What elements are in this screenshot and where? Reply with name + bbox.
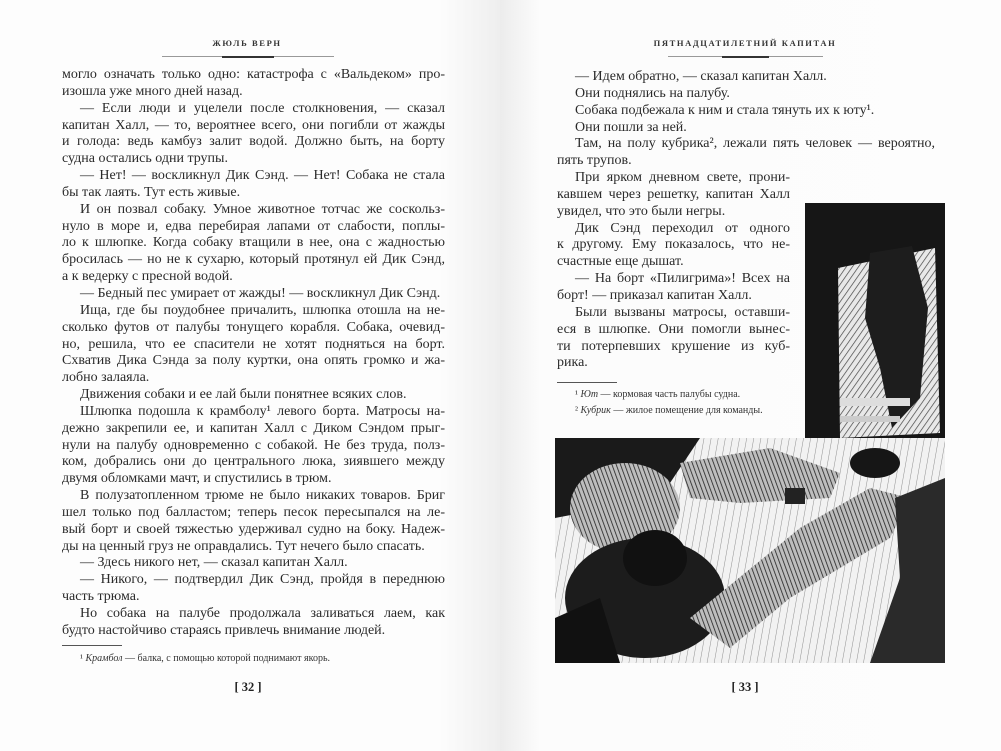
stair-step — [840, 398, 910, 406]
text-line: Движения собаки и ее лай были понятнее всяких слов. — [80, 387, 407, 403]
stair-step — [840, 416, 900, 422]
footnote-term: Кубрик — [580, 405, 611, 416]
text-line: и голода: ведь камбуз залит водой. Должно быть, на борту — [62, 134, 445, 150]
text-line: — Идем обратно, — сказал капитан Халл. — [575, 69, 827, 84]
text-line: — На борт «Пилигрима»! Всех на — [575, 271, 790, 287]
text-line: Шлюпка подошла к крамболу¹ левого борта. Матросы на- — [80, 403, 445, 419]
head-1 — [623, 530, 687, 586]
text-line: Ища, где бы поудобнее причалить, шлюпка отошла на не- — [80, 302, 445, 318]
text-line: нули на палубу одновременно с собакой. Не без труда, полз- — [62, 437, 445, 453]
footnote-term: Ют — [580, 389, 599, 400]
text-line: Дик Сэнд переходил от одного — [575, 220, 790, 236]
footnote-mark: ¹ — [80, 653, 83, 664]
text-line: двумя обломками мачт, и спустились в трюм. — [62, 471, 332, 487]
text-line: Схватив Дика Сэнда за полу куртки, она опять громко и жа- — [62, 353, 445, 369]
illustration-crew-in-cabin — [540, 198, 945, 666]
text-line: лобно залаяла. — [62, 370, 150, 386]
hat — [850, 448, 900, 478]
text-line: еся в шлюпке. Они помогли вынес- — [557, 321, 790, 337]
header-rule — [162, 56, 334, 57]
text-line: пять трупов. — [557, 153, 632, 169]
text-line: счастные еще дышат. — [557, 254, 684, 270]
left-text-column — [62, 67, 445, 640]
text-line: ло к шлюпке. Когда собаку втащили в нее, она с жадностью — [62, 235, 445, 251]
footnote-term: Крамбол — [85, 653, 123, 664]
text-line: Собака подбежала к ним и стала тянуть их к юту¹. — [575, 102, 875, 118]
text-line: увидел, что это были негры. — [557, 203, 726, 219]
text-line: к другому. Ему показалось, что не- — [557, 237, 790, 253]
text-line: Были вызваны матросы, оставши- — [575, 304, 790, 320]
text-line: — Здесь никого нет, — сказал капитан Халл. — [80, 555, 348, 571]
running-head-title: ПЯТНАДЦАТИЛЕТНИЙ КАПИТАН — [653, 38, 837, 48]
footnote-rule — [62, 645, 122, 646]
text-line: Но собака на палубе продолжала заливаться лаем, как — [80, 606, 445, 621]
text-line: будто настойчиво стараясь привлечь внимание людей. — [62, 622, 386, 638]
footnote-mark: ¹ — [575, 389, 578, 400]
text-line: шел только под балластом; теперь песок пересыпался на ле- — [62, 504, 445, 520]
text-line: ды на ценный груз не оправдались. Тут нечего было спасать. — [62, 538, 425, 554]
text-line: но, решила, что ее спасители не хотят подняться на борт. — [62, 336, 445, 352]
text-line: — Если люди и уцелели после столкновения, — сказал — [80, 100, 445, 116]
text-line: ти потерпевших крушение из куб- — [557, 338, 790, 354]
text-line: а к ведерку с пресной водой. — [62, 269, 233, 285]
text-line: борт! — приказал капитан Халл. — [557, 288, 752, 303]
page-number-left: [ 32 ] — [234, 680, 262, 694]
text-line: В полузатопленном трюме не было никаких товаров. Бриг — [80, 488, 445, 504]
text-line: Они поднялись на палубу. — [575, 85, 730, 101]
cup — [785, 488, 805, 504]
text-line: вый борт и своей тяжестью удерживал судно на боку. Надеж- — [62, 521, 445, 537]
text-line: — Никого, — подтвердил Дик Сэнд, пройдя в переднюю — [80, 572, 445, 588]
running-head-author: ЖЮЛЬ ВЕРН — [212, 38, 282, 48]
footnote-1 — [80, 651, 330, 667]
text-line: капитан Халл, — то, вероятнее всего, они погибли от жажды — [62, 117, 445, 133]
header-rule — [668, 56, 823, 57]
text-line: рика. — [557, 355, 588, 371]
text-line: сколько футов от палубы тонущего корабля. Собака, очевид- — [62, 319, 445, 335]
text-line: И он позвал собаку. Умное животное тотчас же соскольз- — [80, 201, 445, 217]
footnote-mark: ² — [575, 405, 578, 416]
text-line: судна остались одни трупы. — [62, 151, 228, 167]
text-line: При ярком дневном свете, прони- — [575, 170, 790, 186]
text-line: Они пошли за ней. — [575, 119, 687, 135]
text-line: бросилась — но не к сухарю, который протянул ей Дик Сэнд, — [62, 252, 445, 268]
text-line: ком, добрались они до центрального люка, зиявшего между — [62, 454, 445, 470]
footnote-text: — жилое помещение для команды. — [610, 405, 763, 416]
text-line: кавшем через решетку, капитан Халл — [557, 186, 790, 202]
text-line: — Нет! — воскликнул Дик Сэнд. — Нет! Собака не стала — [80, 168, 445, 184]
footnote-text: — балка, с помощью которой поднимают якорь. — [122, 653, 331, 664]
page-number-right: [ 33 ] — [731, 680, 759, 694]
text-line: изошла уже много дней назад. — [62, 83, 243, 99]
text-line: — Бедный пес умирает от жажды! — воскликнул Дик Сэнд. — [80, 285, 441, 301]
right-text-column-full — [557, 69, 935, 170]
text-line: часть трюма. — [62, 589, 140, 605]
text-line: Там, на полу кубрика², лежали пять человек — вероятно, — [575, 136, 935, 152]
text-line: дежно закрепили ее, и капитан Халл с Диком Сэндом прыг- — [62, 420, 445, 436]
text-line: нуло в море и, едва перебирая лапами от слабости, поплы- — [62, 218, 445, 234]
text-line: могло означать только одно: катастрофа с «Вальдеком» про- — [62, 67, 445, 82]
footnote-text: — кормовая часть палубы судна. — [598, 389, 741, 400]
text-line: бы так лаять. Тут есть живые. — [62, 184, 241, 200]
left-page — [0, 0, 500, 751]
